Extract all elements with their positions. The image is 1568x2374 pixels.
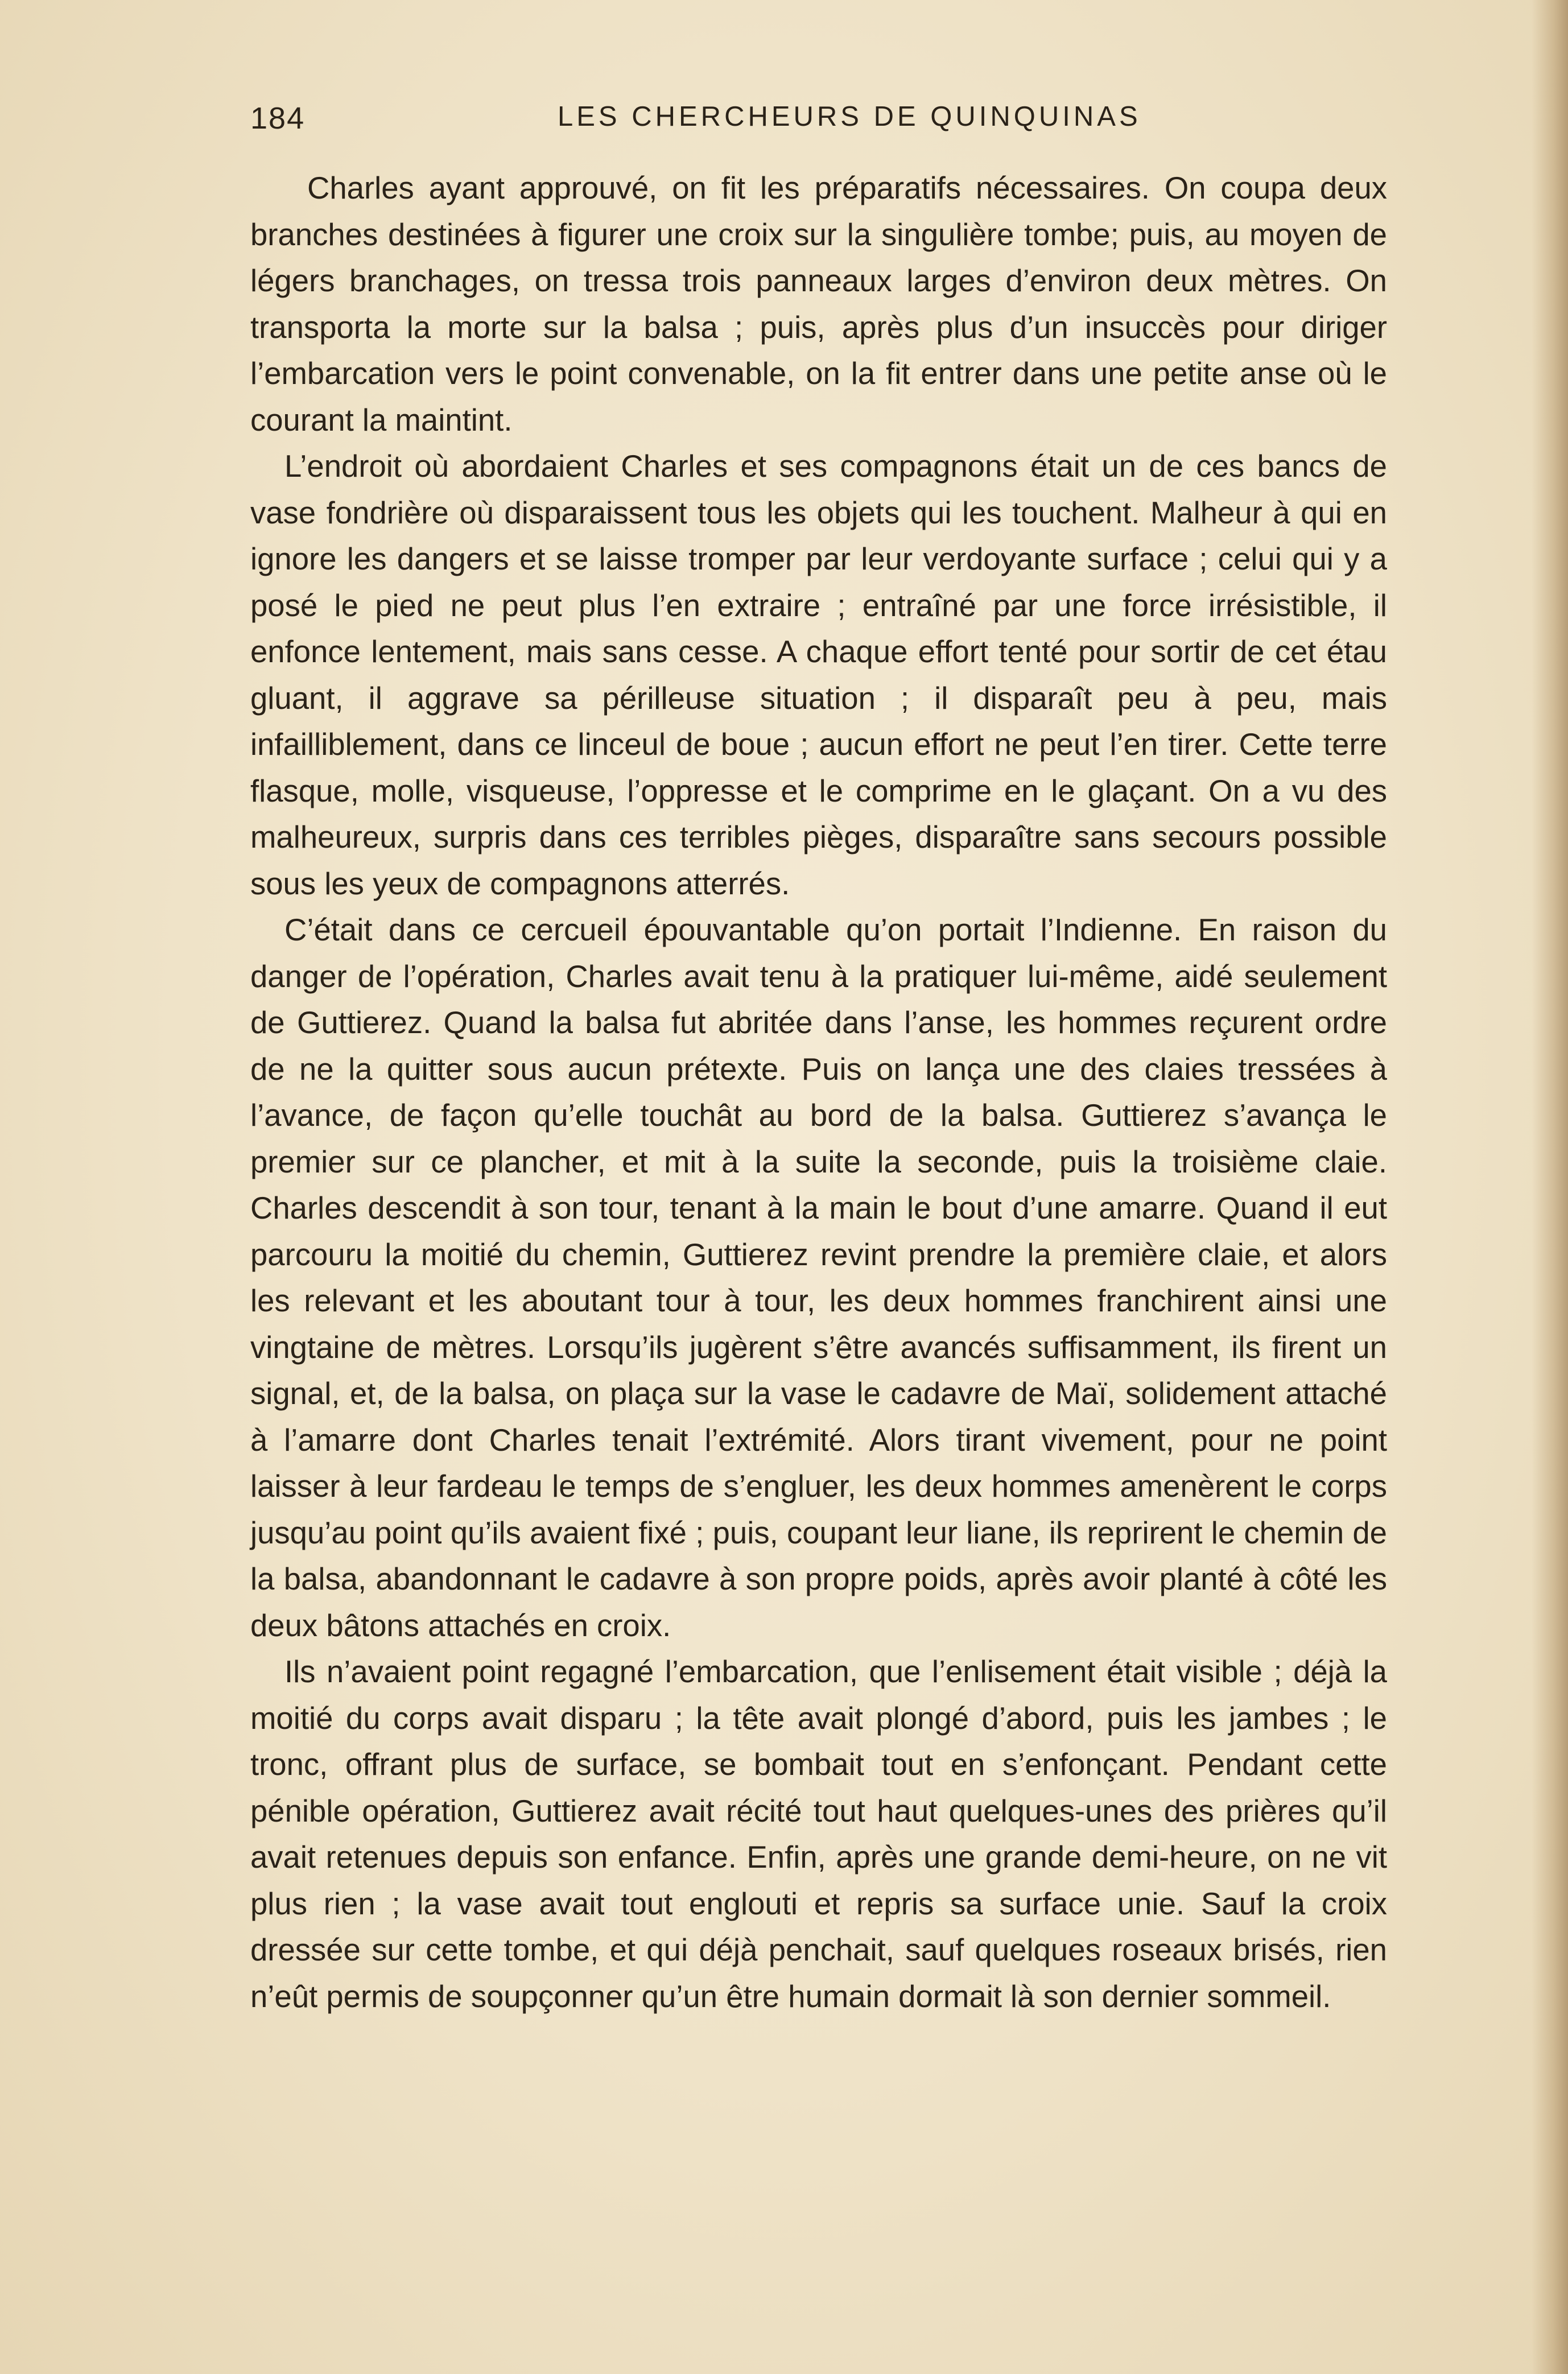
body-text [250, 165, 1387, 2020]
page-edge-shadow [1532, 0, 1568, 2374]
paragraph-1: Charles ayant approuvé, on fit les préparatifs nécessaires. On coupa deux branches destinées à figurer une croix sur la singulière tombe; puis, au moyen de légers branchages, on tressa trois panneaux larges d’environ deux mètres. On transporta la morte sur la balsa ; puis, après plus d’un insuccès pour diriger l’embarcation vers le point convenable, on la fit entrer dans une petite anse où le courant la maintint. [250, 171, 1387, 437]
page-number: 184 [250, 101, 306, 135]
running-title: LES CHERCHEURS DE QUINQUINAS [558, 101, 1141, 132]
paragraph-3: C’était dans ce cercueil épouvantable qu’on portait l’Indienne. En raison du danger de l’opération, Charles avait tenu à la pratiquer lui-même, aidé seulement de Guttierez. Quand la balsa fut abritée dans l’anse, les hommes reçurent ordre de ne la quitter sous aucun prétexte. Puis on lança une des claies tressées à l’avance, de façon qu’elle touchât au bord de la balsa. Guttierez s’avança le premier sur ce plancher, et mit à la suite la seconde, puis la troisième claie. Charles descendit à son tour, tenant à la main le bout d’une amarre. Quand il eut parcouru la moitié du chemin, Guttierez revint prendre la première claie, et alors les relevant et les aboutant tour à tour, les deux hommes franchirent ainsi une vingtaine de mètres. Lorsqu’ils jugèrent s’être avancés suffisamment, ils firent un signal, et, de la balsa, on plaça sur la vase le cadavre de Maï, solidement attaché à l’amarre dont Charles tenait l’extrémité. Alors tirant vivement, pour ne point laisser à leur fardeau le temps de s’engluer, les deux hommes amenèrent le corps jusqu’au point qu’ils avaient fixé ; puis, coupant leur liane, ils reprirent le chemin de la balsa, abandonnant le cadavre à son propre poids, après avoir planté à côté les deux bâtons attachés en croix. [250, 913, 1387, 1643]
paragraph-4: Ils n’avaient point regagné l’embarcation, que l’enlisement était visible ; déjà la moitié du corps avait disparu ; la tête avait plongé d’abord, puis les jambes ; le tronc, offrant plus de surface, se bombait tout en s’enfonçant. Pendant cette pénible opération, Guttierez avait récité tout haut quelques-unes des prières qu’il avait retenues depuis son enfance. Enfin, après une grande demi-heure, on ne vit plus rien ; la vase avait tout englouti et repris sa surface unie. Sauf la croix dressée sur cette tombe, et qui déjà penchait, sauf quelques roseaux brisés, rien n’eût permis de soupçonner qu’un être humain dormait là son dernier sommeil. [250, 1654, 1387, 2014]
running-header [250, 94, 1377, 156]
paragraph-2: L’endroit où abordaient Charles et ses compagnons était un de ces bancs de vase fondrière où disparaissent tous les objets qui les touchent. Malheur à qui en ignore les dangers et se laisse tromper par leur verdoyante surface ; celui qui y a posé le pied ne peut plus l’en extraire ; entraîné par une force irrésistible, il enfonce lentement, mais sans cesse. A chaque effort tenté pour sortir de cet étau gluant, il aggrave sa périlleuse situation ; il disparaît peu à peu, mais infailliblement, dans ce linceul de boue ; aucun effort ne peut l’en tirer. Cette terre flasque, molle, visqueuse, l’oppresse et le comprime en le glaçant. On a vu des malheureux, surpris dans ces terribles pièges, disparaître sans secours possible sous les yeux de compagnons atterrés. [250, 449, 1387, 901]
